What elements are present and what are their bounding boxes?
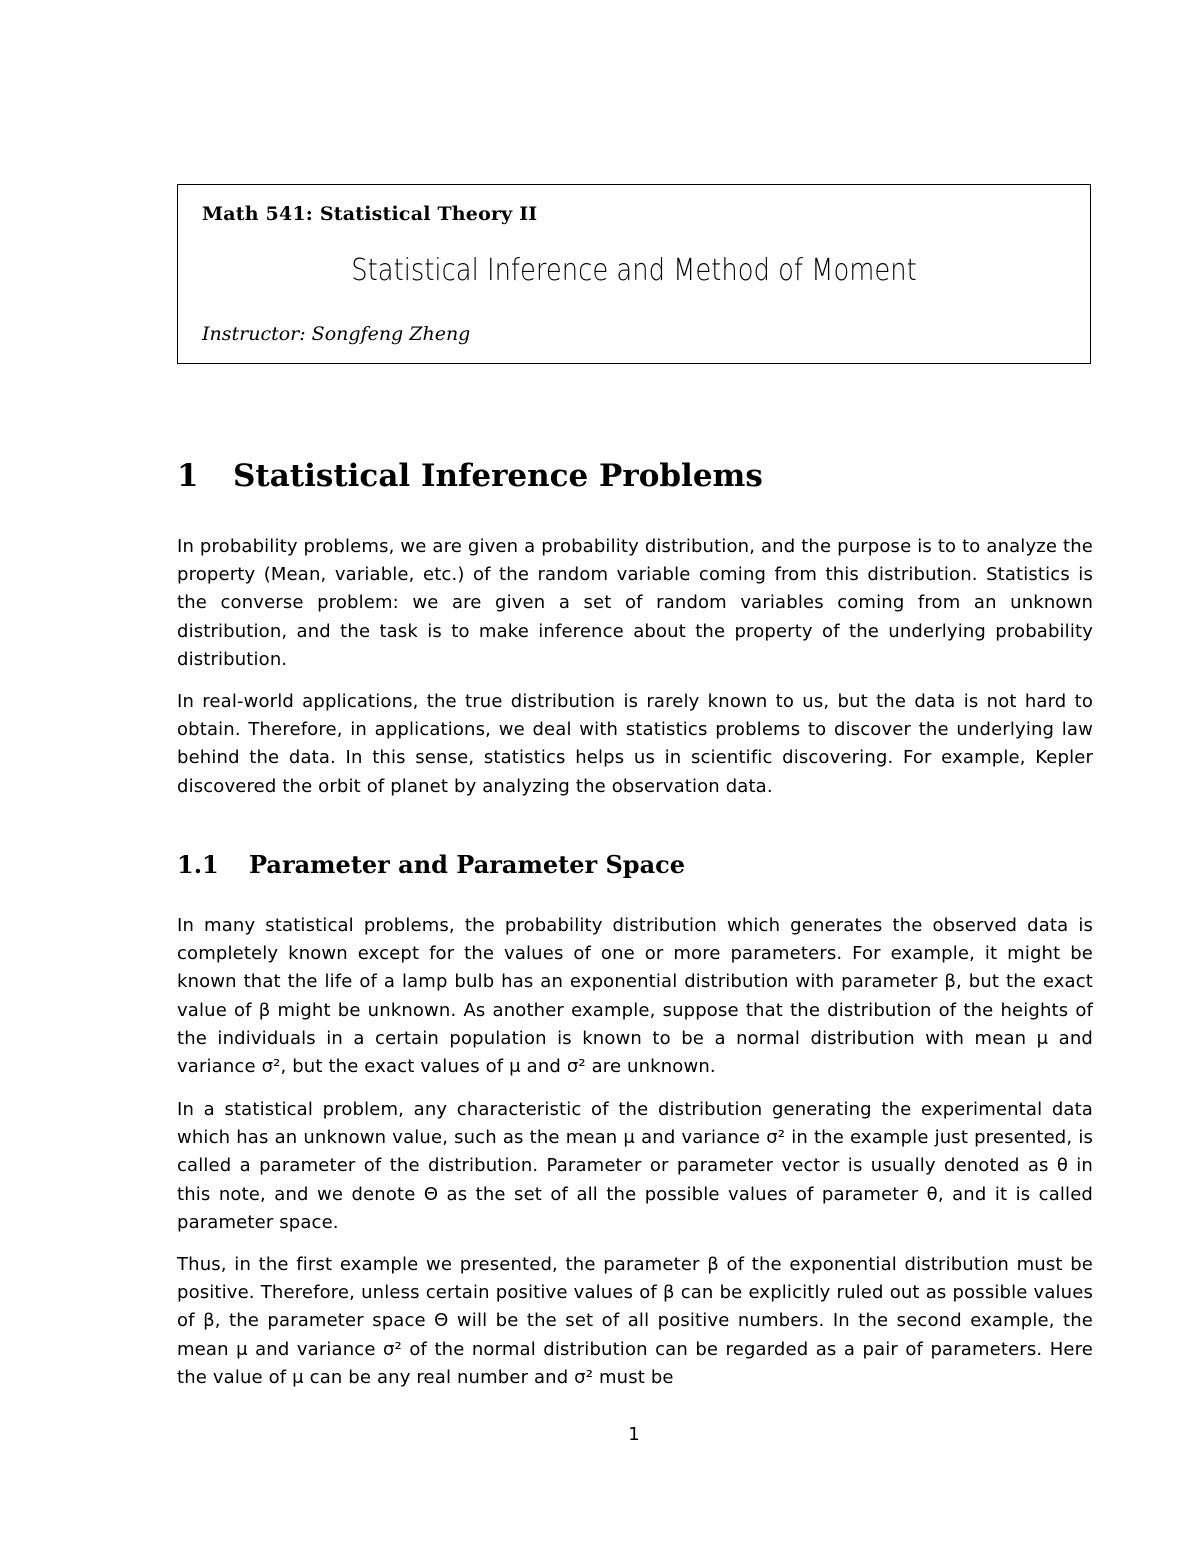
section-heading-1 (177, 458, 763, 494)
course-name: Math 541: Statistical Theory II (202, 203, 538, 225)
paragraph: In many statistical problems, the probability distribution which generates the observed data is completely known except for the values of one or more parameters. For example, it might be known that the life of a lamp bulb has an exponential distribution with parameter β, but the exact value of β might be unknown. As another example, suppose that the distribution of the heights of the individuals in a certain population is known to be a normal distribution with mean μ and variance σ², but the exact values of μ and σ² are unknown. (177, 915, 1093, 1078)
paragraph: In a statistical problem, any characteristic of the distribution generating the experimental data which has an unknown value, such as the mean μ and variance σ² in the example just presented, is called a parameter of the distribution. Parameter or parameter vector is usually denoted as θ in this note, and we denote Θ as the set of all the possible values of parameter θ, and it is called parameter space. (177, 1099, 1093, 1233)
subsection-number: 1.1 (177, 850, 219, 879)
section-number: 1 (177, 458, 199, 494)
document-title: Statistical Inference and Method of Moment (351, 253, 917, 288)
section-title: Statistical Inference Problems (233, 458, 763, 494)
subsection-title: Parameter and Parameter Space (249, 850, 686, 879)
subsection-heading-1-1 (177, 850, 685, 879)
page-number: 1 (628, 1424, 640, 1445)
instructor-line: Instructor: Songfeng Zheng (202, 323, 471, 345)
paragraph: Thus, in the first example we presented, the parameter β of the exponential distribution must be positive. Therefore, unless certain positive values of β can be explicitly ruled out as possible values of β, the parameter space Θ will be the set of all positive numbers. In the second example, the mean μ and variance σ² of the normal distribution can be regarded as a pair of parameters. Here the value of μ can be any real number and σ² must be (177, 1254, 1093, 1388)
paragraph: In probability problems, we are given a probability distribution, and the purpose is to to analyze the property (Mean, variable, etc.) of the random variable coming from this distribution. Statistics is the converse problem: we are given a set of random variables coming from an unknown distribution, and the task is to make inference about the property of the underlying probability distribution. (177, 536, 1093, 670)
paragraph: In real-world applications, the true distribution is rarely known to us, but the data is not hard to obtain. Therefore, in applications, we deal with statistics problems to discover the underlying law behind the data. In this sense, statistics helps us in scientific discovering. For example, Kepler discovered the orbit of planet by analyzing the observation data. (177, 691, 1093, 797)
title-box (177, 184, 1091, 364)
